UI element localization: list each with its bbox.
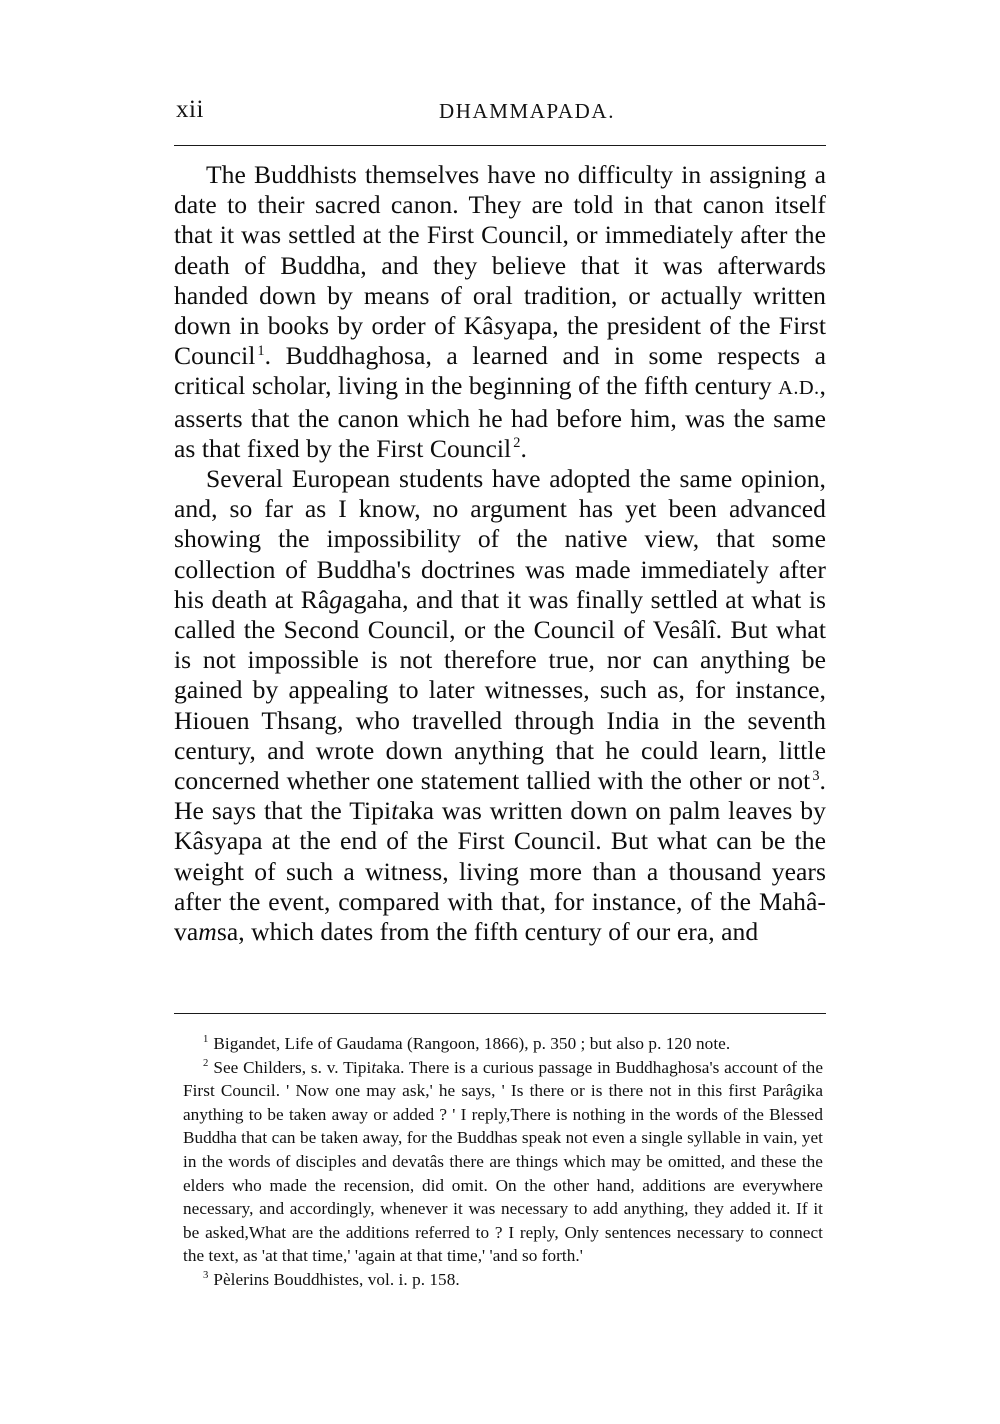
footnote-number: 3: [203, 1270, 209, 1282]
page-folio-number: xii: [176, 96, 204, 123]
footnote-reference-marker: 3: [812, 767, 820, 784]
transliteration-letter: m: [198, 917, 217, 947]
transliteration-letter: s: [203, 826, 214, 856]
footnote-3: $^3$ Pèlerins Bouddhistes, vol. i. p. 158.: [203, 1269, 460, 1289]
running-head-title: DHAMMAPADA.: [438, 99, 616, 123]
footnote-number: 1: [203, 1034, 209, 1046]
footnote-2: $^2$ See Childers, s. v. Tipitaka. There is a curious passage in Buddhaghosa's account of the First Council. ' Now one may ask,' he says, ' Is there or is there not in this first Parâgika anything to be taken away or added ? ' I reply,There is nothing in the words of the Blessed Buddha that can be taken away, for the Buddhas speak not even a single syllable in vain, yet in the words of disciples and devatâs there are things which may be omitted, and these the elders who made the recension, did omit. On the other hand, additions are everywhere necessary, and accordingly, whenever it was necessary to add anything, they added it. If it be asked,What are the additions referred to ? I reply, Only sentences necessary to connect the text, as 'at that time,' 'again at that time,' 'and so forth.': [183, 1057, 823, 1266]
running-head: [176, 96, 826, 130]
small-caps-text: A.D.: [778, 377, 820, 400]
body-paragraph-2: Several European students have adopted the same opinion, and, so far as I know, no argument has yet been advanced showing the impossibility of the native view, that some collection of Buddha's doctrines was made immediately after his death at Râgagaha, and that it was finally settled at what is called the Second Council, or the Council of Vesâlî. But what is not impossible is not therefore true, nor can anything be gained by appealing to later witnesses, such as, for instance, Hiouen Thsang, who travelled through India in the seventh century, and wrote down anything that he could learn, little concerned whether one statement tallied with the other or not $^3$. He says that the Tipitaka was written down on palm leaves by Kâsyapa at the end of the First Council. But what can be the weight of such a witness, living more than a thousand years after the event, compared with that, for instance, of the Mahâ-vamsa, which dates from the fifth century of our era, and: [174, 464, 826, 947]
footnote-1: $^1$ Bigandet, Life of Gaudama (Rangoon, 1866), p. 350 ; but also p. 120 note.: [203, 1034, 731, 1053]
transliteration-letter: t: [391, 796, 399, 826]
footnote-reference-marker: 1: [257, 342, 265, 359]
transliteration-letter: g: [329, 584, 343, 614]
footnote-reference-marker: 2: [513, 435, 521, 452]
footnotes-block: [183, 1032, 823, 1292]
footnote-number: 2: [203, 1057, 209, 1069]
transliteration-letter: g: [793, 1081, 802, 1101]
transliteration-letter: s: [493, 311, 504, 341]
transliteration-letter: t: [371, 1057, 377, 1077]
body-paragraph-1: The Buddhists themselves have no difficulty in assigning a date to their sacred canon. They are told in that canon itself that it was settled at the First Council, or immediately after the death of Buddha, and they believe that it was afterwards handed down by means of oral tradition, or actually written down in books by order of Kâsyapa, the president of the First Council $^1$. Buddhaghosa, a learned and in some respects a critical scholar, living in the beginning of the fifth century A.D., asserts that the canon which he had before him, was the same as that fixed by the First Council $^2$.: [174, 160, 826, 463]
header-divider-rule: [174, 145, 826, 146]
body-text-column: [174, 160, 826, 947]
footnote-divider-rule: [174, 1013, 826, 1014]
